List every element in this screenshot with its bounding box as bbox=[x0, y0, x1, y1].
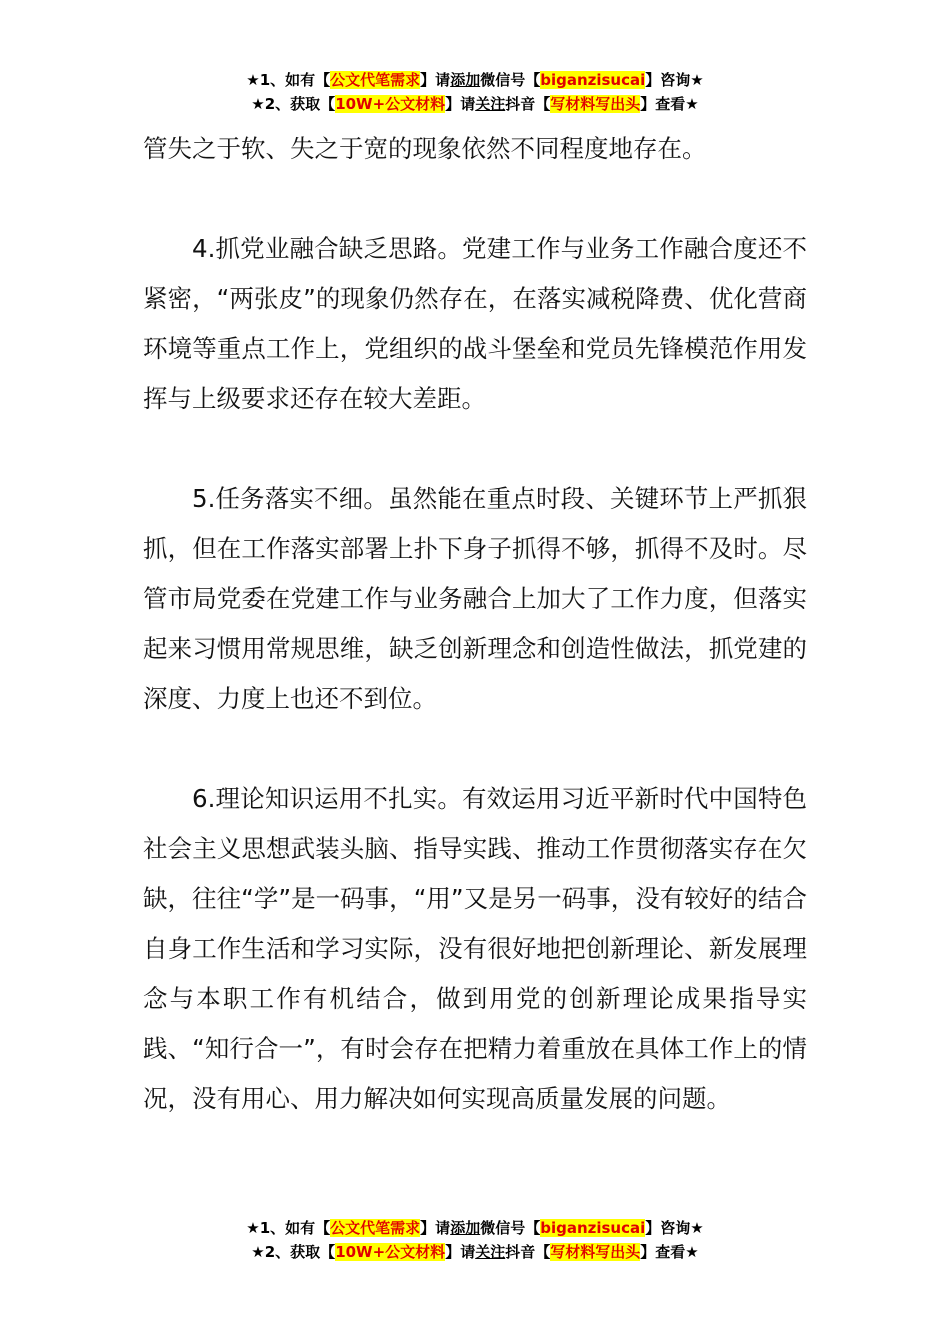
paragraph-item-6: 6.理论知识运用不扎实。有效运用习近平新时代中国特色社会主义思想武装头脑、指导实践、推动工作贯彻落实存在欠缺，往往“学”是一码事，“用”又是另一码事，没有较好的结合自身工作生活和学习实际，没有很好地把创新理论、新发展理念与本职工作有机结合，做到用党的创新理论成果指导实践、“知行合一”，有时会存在把精力着重放在具体工作上的情况，没有用心、用力解决如何实现高质量发展的问题。 bbox=[143, 784, 807, 1113]
paragraph-gap bbox=[143, 174, 807, 224]
paragraph-gap bbox=[143, 424, 807, 474]
highlight-wechat-id: biganzisucai bbox=[540, 1219, 646, 1237]
banner-line-1: ★1、如有【公文代笔需求】请添加微信号【biganzisucai】咨询★ bbox=[246, 1219, 704, 1237]
paragraph-item-5: 5.任务落实不细。虽然能在重点时段、关键环节上严抓狠抓，但在工作落实部署上扑下身子抓得不够，抓得不及时。尽管市局党委在党建工作与业务融合上加大了工作力度，但落实起来习惯用常规思维，缺乏创新理念和创造性做法，抓党建的深度、力度上也还不到位。 bbox=[143, 484, 807, 713]
highlight-materials: 10W+公文材料 bbox=[335, 1243, 446, 1261]
highlight-douyin-account: 写材料写出头 bbox=[550, 95, 641, 113]
banner-line-2: ★2、获取【10W+公文材料】请关注抖音【写材料写出头】查看★ bbox=[251, 1243, 699, 1261]
highlight-service: 公文代笔需求 bbox=[330, 71, 421, 89]
highlight-service: 公文代笔需求 bbox=[330, 1219, 421, 1237]
paragraph-gap bbox=[143, 724, 807, 774]
highlight-wechat-id: biganzisucai bbox=[540, 71, 646, 89]
paragraph-item-4: 4.抓党业融合缺乏思路。党建工作与业务工作融合度还不紧密，“两张皮”的现象仍然存在，在落实减税降费、优化营商环境等重点工作上，党组织的战斗堡垒和党员先锋模范作用发挥与上级要求还存在较大差距。 bbox=[143, 234, 807, 413]
banner-line-1: ★1、如有【公文代笔需求】请添加微信号【biganzisucai】咨询★ bbox=[246, 71, 704, 89]
document-body bbox=[143, 124, 807, 1124]
paragraph-continuation: 管失之于软、失之于宽的现象依然不同程度地存在。 bbox=[143, 134, 707, 163]
highlight-douyin-account: 写材料写出头 bbox=[550, 1243, 641, 1261]
footer-banner bbox=[0, 1216, 950, 1264]
header-banner bbox=[0, 68, 950, 116]
highlight-materials: 10W+公文材料 bbox=[335, 95, 446, 113]
banner-line-2: ★2、获取【10W+公文材料】请关注抖音【写材料写出头】查看★ bbox=[251, 95, 699, 113]
